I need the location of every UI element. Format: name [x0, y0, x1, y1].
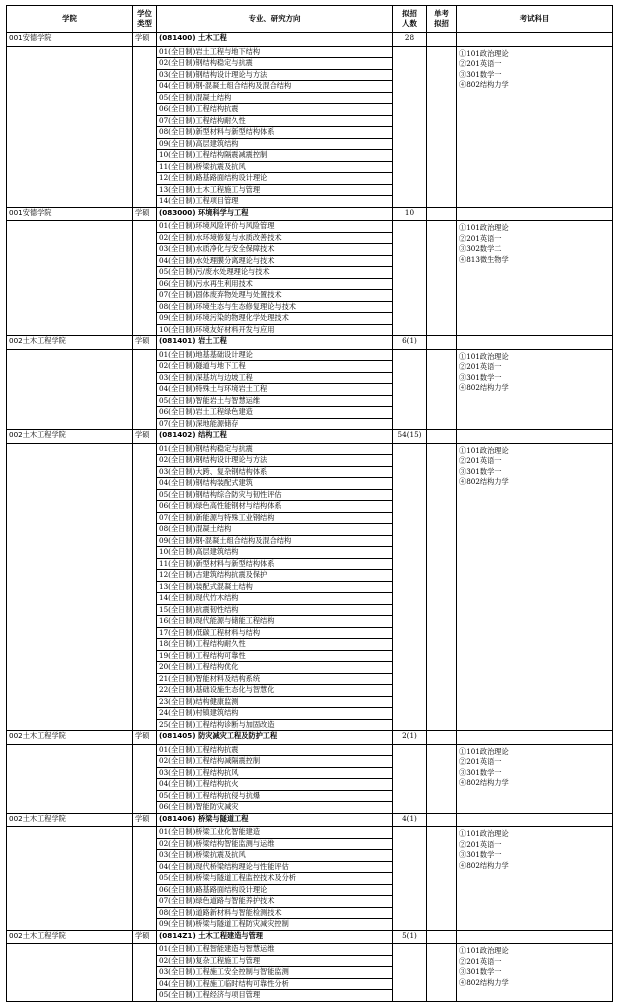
exam-subject: ①101政治理论 — [459, 746, 509, 756]
college-span-cell — [7, 46, 133, 207]
degree-type-cell: 学硕 — [133, 930, 157, 944]
research-direction: 18(全日制)工程结构耐久性 — [157, 639, 393, 651]
exempt-cell — [427, 33, 457, 47]
research-direction: 03(全日制)工程结构抗风 — [157, 767, 393, 779]
exam-subject: ③301数学一 — [459, 69, 502, 79]
research-direction: 09(全日制)桥梁与隧道工程防灾减灾控制 — [157, 919, 393, 931]
exam-header-cell — [457, 930, 613, 944]
research-direction: 03(全日制)钢结构设计理论与方法 — [157, 69, 393, 81]
college-cell: 002土木工程学院 — [7, 930, 133, 944]
major-cell: (0814Z1) 土木工程建造与管理 — [157, 930, 393, 944]
degree-span-cell — [133, 46, 157, 207]
research-direction: 07(全日制)工程结构耐久性 — [157, 115, 393, 127]
research-direction: 08(全日制)新型材料与新型结构体系 — [157, 127, 393, 139]
research-direction: 02(全日制)工程结构减隔震控制 — [157, 756, 393, 768]
degree-span-cell — [133, 944, 157, 1002]
exempt-span-cell — [427, 46, 457, 207]
exam-subjects-cell — [457, 46, 613, 207]
college-span-cell — [7, 221, 133, 336]
research-direction: 02(全日制)隧道与地下工程 — [157, 361, 393, 373]
research-direction: 02(全日制)复杂工程施工与管理 — [157, 955, 393, 967]
research-direction: 07(全日制)深地能源储存 — [157, 418, 393, 430]
exam-subjects-cell — [457, 744, 613, 813]
exam-subject: ④802结构力学 — [459, 80, 509, 89]
research-direction: 14(全日制)工程项目管理 — [157, 196, 393, 208]
quota-span-cell — [393, 744, 427, 813]
research-direction: 14(全日制)现代竹木结构 — [157, 593, 393, 605]
exam-header-cell — [457, 207, 613, 221]
exam-header-cell — [457, 430, 613, 444]
research-direction: 21(全日制)智能材料及结构系统 — [157, 673, 393, 685]
exam-header-cell — [457, 33, 613, 47]
exam-subject: ①101政治理论 — [459, 829, 509, 838]
exempt-cell — [427, 430, 457, 444]
research-direction: 25(全日制)工程结构诊断与加固改造 — [157, 719, 393, 731]
major-row — [7, 33, 613, 47]
research-direction: 10(全日制)环境友好材料开发与应用 — [157, 324, 393, 336]
major-cell: (081402) 结构工程 — [157, 430, 393, 444]
exam-subjects-cell — [457, 349, 613, 430]
research-direction: 17(全日制)低碳工程材料与结构 — [157, 627, 393, 639]
research-direction: 05(全日制)污/废水处理理论与技术 — [157, 267, 393, 279]
quota-span-cell — [393, 46, 427, 207]
header-major: 专业、研究方向 — [157, 6, 393, 33]
research-direction: 19(全日制)工程结构可靠性 — [157, 650, 393, 662]
exam-subject: ③301数学一 — [459, 372, 502, 382]
direction-row — [7, 46, 613, 58]
research-direction: 01(全日制)工程结构抗震 — [157, 744, 393, 756]
major-cell: (081400) 土木工程 — [157, 33, 393, 47]
exempt-span-cell — [427, 744, 457, 813]
research-direction: 06(全日制)污水再生利用技术 — [157, 278, 393, 290]
research-direction: 06(全日制)智能防灾减灾 — [157, 802, 393, 814]
header-exams: 考试科目 — [457, 6, 613, 33]
header-college: 学院 — [7, 6, 133, 33]
research-direction: 04(全日制)特殊土与环境岩土工程 — [157, 384, 393, 396]
research-direction: 08(全日制)道路新材料与智能检测技术 — [157, 907, 393, 919]
header-quota: 拟招 人数 — [393, 6, 427, 33]
college-cell: 001安德学院 — [7, 33, 133, 47]
research-direction: 06(全日制)路基路面结构设计理论 — [157, 884, 393, 896]
college-span-cell — [7, 744, 133, 813]
research-direction: 02(全日制)水环境修复与水质改善技术 — [157, 232, 393, 244]
quota-cell: 6(1) — [393, 336, 427, 350]
research-direction: 01(全日制)工程智能建造与智慧运维 — [157, 944, 393, 956]
degree-span-cell — [133, 827, 157, 931]
exam-header-cell — [457, 813, 613, 827]
research-direction: 10(全日制)高层建筑结构 — [157, 547, 393, 559]
research-direction: 02(全日制)桥梁结构智能监测与运维 — [157, 838, 393, 850]
research-direction: 08(全日制)环境生态与生态修复理论与技术 — [157, 301, 393, 313]
research-direction: 06(全日制)岩土工程绿色建造 — [157, 407, 393, 419]
major-cell: (083000) 环境科学与工程 — [157, 207, 393, 221]
degree-type-cell: 学硕 — [133, 430, 157, 444]
research-direction: 03(全日制)深基坑与边坡工程 — [157, 372, 393, 384]
header-exempt: 单考 拟招 — [427, 6, 457, 33]
research-direction: 06(全日制)绿色高性能钢材与结构体系 — [157, 501, 393, 513]
exam-subject: ①101政治理论 — [459, 946, 509, 955]
college-span-cell — [7, 443, 133, 731]
college-span-cell — [7, 349, 133, 430]
exam-subject: ①101政治理论 — [459, 223, 509, 232]
research-direction: 09(全日制)高层建筑结构 — [157, 138, 393, 150]
header-row — [7, 6, 613, 33]
college-cell: 002土木工程学院 — [7, 430, 133, 444]
direction-row — [7, 443, 613, 455]
college-cell: 002土木工程学院 — [7, 731, 133, 745]
exam-subject: ①101政治理论 — [459, 48, 509, 58]
research-direction: 16(全日制)现代能源与储能工程结构 — [157, 616, 393, 628]
table-body — [7, 33, 613, 1002]
major-row — [7, 813, 613, 827]
quota-cell: 54(15) — [393, 430, 427, 444]
major-row — [7, 430, 613, 444]
exam-subjects-cell — [457, 221, 613, 336]
major-row — [7, 930, 613, 944]
exam-subject: ④813微生物学 — [459, 254, 509, 264]
direction-row — [7, 221, 613, 233]
direction-row — [7, 349, 613, 361]
research-direction: 24(全日制)村镇建筑结构 — [157, 708, 393, 720]
major-cell: (081401) 岩土工程 — [157, 336, 393, 350]
exam-subject: ③301数学一 — [459, 850, 502, 859]
degree-type-cell: 学硕 — [133, 33, 157, 47]
research-direction: 09(全日制)钢-混凝土组合结构及混合结构 — [157, 535, 393, 547]
research-direction: 03(全日制)水质净化与安全保障技术 — [157, 244, 393, 256]
research-direction: 06(全日制)工程结构抗震 — [157, 104, 393, 116]
direction-row — [7, 744, 613, 756]
research-direction: 05(全日制)混凝土结构 — [157, 92, 393, 104]
quota-cell: 5(1) — [393, 930, 427, 944]
exempt-cell — [427, 731, 457, 745]
degree-span-cell — [133, 349, 157, 430]
research-direction: 11(全日制)桥梁抗震及抗风 — [157, 161, 393, 173]
quota-span-cell — [393, 827, 427, 931]
exam-subjects-cell — [457, 443, 613, 731]
research-direction: 22(全日制)基础设施生态化与智慧化 — [157, 685, 393, 697]
quota-span-cell — [393, 443, 427, 731]
research-direction: 03(全日制)大跨、复杂钢结构体系 — [157, 466, 393, 478]
degree-type-cell: 学硕 — [133, 336, 157, 350]
research-direction: 12(全日制)路基路面结构设计理论 — [157, 173, 393, 185]
exam-subject: ④802结构力学 — [459, 383, 509, 392]
exam-subject: ②201英语一 — [459, 839, 502, 849]
exempt-cell — [427, 930, 457, 944]
exempt-cell — [427, 336, 457, 350]
research-direction: 05(全日制)工程结构抗侵与抗爆 — [157, 790, 393, 802]
research-direction: 11(全日制)新型材料与新型结构体系 — [157, 558, 393, 570]
exam-subject: ③301数学一 — [459, 767, 502, 777]
exam-subject: ②201英语一 — [459, 362, 502, 371]
exam-subject: ④802结构力学 — [459, 778, 509, 787]
exempt-span-cell — [427, 443, 457, 731]
exam-subject: ③301数学一 — [459, 466, 502, 476]
exam-subject: ④802结构力学 — [459, 477, 509, 486]
degree-type-cell: 学硕 — [133, 731, 157, 745]
major-row — [7, 731, 613, 745]
major-cell: (081405) 防灾减灾工程及防护工程 — [157, 731, 393, 745]
research-direction: 07(全日制)绿色道路与智能养护技术 — [157, 896, 393, 908]
research-direction: 20(全日制)工程结构优化 — [157, 662, 393, 674]
degree-type-cell: 学硕 — [133, 813, 157, 827]
exam-subject: ③302数学二 — [459, 244, 502, 253]
quota-cell: 10 — [393, 207, 427, 221]
research-direction: 13(全日制)装配式混凝土结构 — [157, 581, 393, 593]
direction-row — [7, 944, 613, 956]
exempt-cell — [427, 813, 457, 827]
research-direction: 01(全日制)钢结构稳定与抗震 — [157, 443, 393, 455]
research-direction: 07(全日制)固体废弃物处理与处置技术 — [157, 290, 393, 302]
major-cell: (081406) 桥梁与隧道工程 — [157, 813, 393, 827]
research-direction: 05(全日制)智能岩土与智慧运维 — [157, 395, 393, 407]
research-direction: 04(全日制)工程施工临时结构可靠性分析 — [157, 978, 393, 990]
major-row — [7, 207, 613, 221]
research-direction: 01(全日制)地基基础设计理论 — [157, 349, 393, 361]
degree-span-cell — [133, 221, 157, 336]
research-direction: 04(全日制)钢-混凝土组合结构及混合结构 — [157, 81, 393, 93]
exam-subjects-cell — [457, 944, 613, 1002]
exam-subject: ②201英语一 — [459, 59, 502, 68]
exam-subject: ②201英语一 — [459, 956, 502, 966]
college-span-cell — [7, 944, 133, 1002]
research-direction: 09(全日制)环境污染的物理化学处理技术 — [157, 313, 393, 325]
research-direction: 08(全日制)混凝土结构 — [157, 524, 393, 536]
exam-subject: ③301数学一 — [459, 967, 502, 976]
degree-type-cell: 学硕 — [133, 207, 157, 221]
exempt-span-cell — [427, 221, 457, 336]
research-direction: 02(全日制)钢结构设计理论与方法 — [157, 455, 393, 467]
research-direction: 12(全日制)古建筑结构抗震及保护 — [157, 570, 393, 582]
research-direction: 05(全日制)工程经济与项目管理 — [157, 990, 393, 1002]
research-direction: 03(全日制)桥梁抗震及抗风 — [157, 850, 393, 862]
college-span-cell — [7, 827, 133, 931]
college-cell: 001安德学院 — [7, 207, 133, 221]
quota-span-cell — [393, 349, 427, 430]
research-direction: 04(全日制)现代桥梁结构理论与性能评估 — [157, 861, 393, 873]
college-cell: 002土木工程学院 — [7, 336, 133, 350]
exam-subject: ②201英语一 — [459, 757, 502, 766]
quota-span-cell — [393, 221, 427, 336]
research-direction: 01(全日制)桥梁工业化智能建造 — [157, 827, 393, 839]
direction-row — [7, 827, 613, 839]
major-row — [7, 336, 613, 350]
exam-subject: ④802结构力学 — [459, 860, 509, 870]
exam-header-cell — [457, 336, 613, 350]
research-direction: 04(全日制)水处理膜分离理论与技术 — [157, 255, 393, 267]
quota-cell: 2(1) — [393, 731, 427, 745]
research-direction: 07(全日制)新能源与特殊工业钢结构 — [157, 512, 393, 524]
exam-subject: ①101政治理论 — [459, 351, 509, 361]
exam-subject: ④802结构力学 — [459, 977, 509, 987]
research-direction: 13(全日制)土木工程施工与管理 — [157, 184, 393, 196]
research-direction: 01(全日制)环境风险评价与风险管理 — [157, 221, 393, 233]
exam-subject: ①101政治理论 — [459, 445, 509, 455]
research-direction: 02(全日制)钢结构稳定与抗震 — [157, 58, 393, 70]
exempt-span-cell — [427, 944, 457, 1002]
research-direction: 01(全日制)岩土工程与地下结构 — [157, 46, 393, 58]
research-direction: 23(全日制)结构健康监测 — [157, 696, 393, 708]
exam-subject: ②201英语一 — [459, 233, 502, 243]
quota-cell: 4(1) — [393, 813, 427, 827]
exam-subjects-cell — [457, 827, 613, 931]
degree-span-cell — [133, 443, 157, 731]
research-direction: 05(全日制)桥梁与隧道工程监控技术及分析 — [157, 873, 393, 885]
exam-subject: ②201英语一 — [459, 456, 502, 465]
research-direction: 15(全日制)抗震韧性结构 — [157, 604, 393, 616]
quota-cell: 28 — [393, 33, 427, 47]
research-direction: 03(全日制)工程施工安全控制与智能监测 — [157, 967, 393, 979]
research-direction: 04(全日制)工程结构抗火 — [157, 779, 393, 791]
exam-header-cell — [457, 731, 613, 745]
exempt-cell — [427, 207, 457, 221]
exempt-span-cell — [427, 349, 457, 430]
college-cell: 002土木工程学院 — [7, 813, 133, 827]
admissions-table — [6, 5, 613, 1002]
research-direction: 10(全日制)工程结构隔震减震控制 — [157, 150, 393, 162]
degree-span-cell — [133, 744, 157, 813]
header-degree-type: 学位 类型 — [133, 6, 157, 33]
research-direction: 05(全日制)钢结构综合防灾与韧性评估 — [157, 489, 393, 501]
research-direction: 04(全日制)钢结构装配式建筑 — [157, 478, 393, 490]
quota-span-cell — [393, 944, 427, 1002]
exempt-span-cell — [427, 827, 457, 931]
